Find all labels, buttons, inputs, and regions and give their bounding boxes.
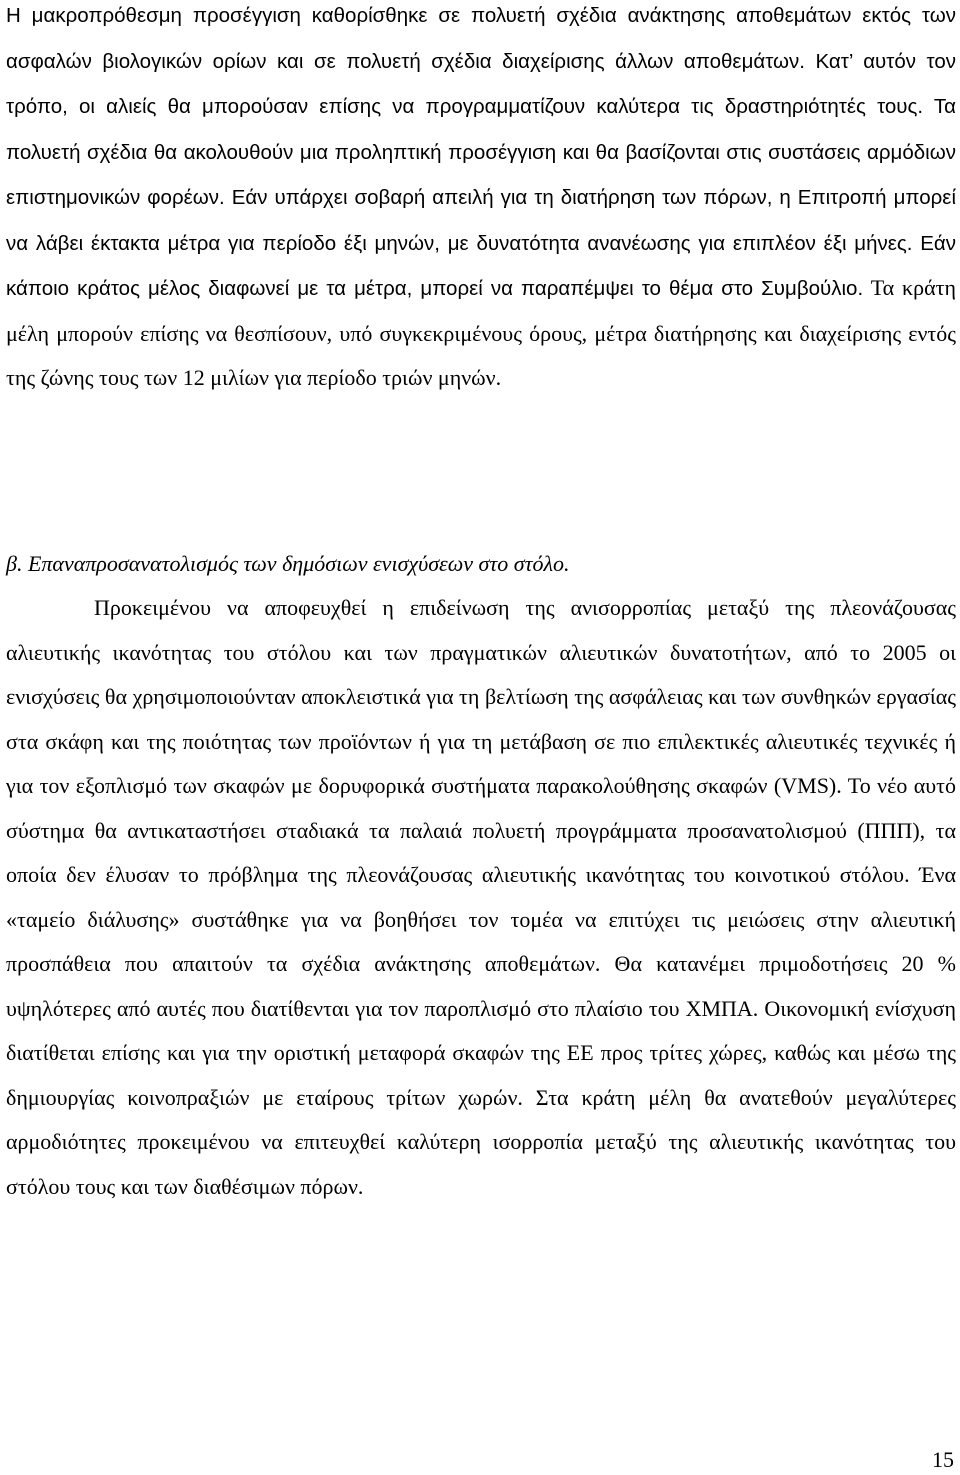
paragraph-serif-text: Τα κράτη μέλη μπορούν επίσης να θεσπίσουν, υπό συγκεκριμένους όρους, μέτρα διατήρησης και διαχείρισης εντός της ζώνης τους των 12 μιλίων για περίοδο τριών μηνών. xyxy=(6,275,956,390)
page-number: 15 xyxy=(932,1447,954,1472)
paragraph-fleet-aid: Προκειμένου να αποφευχθεί η επιδείνωση της ανισορροπίας μεταξύ της πλεονάζουσας αλιευτικής ικανότητας του στόλου και των πραγματικών αλιευτικών δυνατοτήτων, από το 2005 οι ενισχύσεις θα χρησιμοποιούνταν αποκλειστικά για τη βελτίωση της ασφάλειας και των συνθηκών εργασίας στα σκάφη και της ποιότητας των προϊόντων ή για τη μετάβαση σε πιο επιλεκτικές αλιευτικές τεχνικές ή για τον εξοπλισμό των σκαφών με δορυφορικά συστήματα παρακολούθησης σκαφών (VMS). Το νέο αυτό σύστημα θα αντικαταστήσει σταδιακά τα παλαιά πολυετή προγράμματα προσανατολισμού (ΠΠΠ), τα οποία δεν έλυσαν το πρόβλημα της πλεονάζουσας αλιευτικής ικανότητας του κοινοτικού στόλου. Ένα «ταμείο διάλυσης» συστάθηκε για να βοηθήσει τον τομέα να επιτύχει τις μειώσεις στην αλιευτική προσπάθεια που απαιτούν τα σχέδια ανάκτησης αποθεμάτων. Θα κατανέμει πριμοδοτήσεις 20 % υψηλότερες από αυτές που διατίθενται για τον παροπλισμό στο πλαίσιο του ΧΜΠΑ. Οικονομική ενίσχυση διατίθεται επίσης και για την οριστική μεταφορά σκαφών της ΕΕ προς τρίτες χώρες, καθώς και μέσω της δημιουργίας κοινοπραξιών με εταίρους τρίτων χωρών. Στα κράτη μέλη θα ανατεθούν μεγαλύτερες αρμοδιότητες προκειμένου να επιτευχθεί καλύτερη ισορροπία μεταξύ της αλιευτικής ικανότητας του στόλου τους και των διαθέσιμων πόρων. xyxy=(6,595,956,1199)
paragraph-long-term-approach xyxy=(6,0,956,401)
section-heading: β. Επαναπροσανατολισμός των δημόσιων ενισχύσεων στο στόλο. xyxy=(6,551,570,576)
paragraph-sans-text: Η μακροπρόθεσμη προσέγγιση καθορίσθηκε σε πολυετή σχέδια ανάκτησης αποθεμάτων εκτός των ασφαλών βιολογικών ορίων και σε πολυετή σχέδια διαχείρισης άλλων αποθεμάτων. Κατ’ αυτόν τον τρόπο, οι αλιείς θα μπορούσαν επίσης να προγραμματίζουν καλύτερα τις δραστηριότητές τους. Τα πολυετή σχέδια θα ακολουθούν μια προληπτική προσέγγιση και θα βασίζονται στις συστάσεις αρμόδιων επιστημονικών φορέων. Εάν υπάρχει σοβαρή απειλή για τη διατήρηση των πόρων, η Επιτροπή μπορεί να λάβει έκτακτα μέτρα για περίοδο έξι μηνών, με δυνατότητα ανανέωσης για επιπλέον έξι μήνες. Εάν κάποιο κράτος μέλος διαφωνεί με τα μέτρα, μπορεί να παραπέμψει το θέμα στο Συμβούλιο. xyxy=(6,4,956,300)
